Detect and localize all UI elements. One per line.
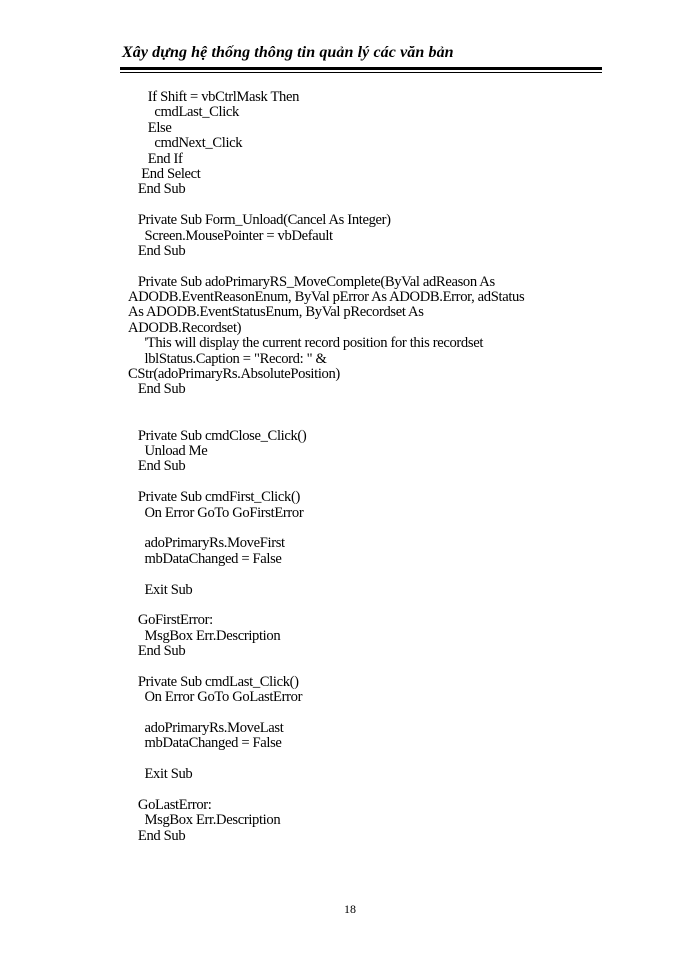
code-line: lblStatus.Caption = "Record: " & (128, 350, 327, 367)
header-rule-thick (120, 67, 602, 70)
code-line: Else (128, 119, 172, 136)
code-line: End Sub (128, 458, 186, 475)
code-line: Private Sub cmdLast_Click() (128, 673, 299, 690)
code-line: End Select (128, 165, 201, 182)
code-line: End If (128, 150, 183, 167)
code-line: ADODB.EventReasonEnum, ByVal pError As ADODB.Error, adStatus (128, 289, 525, 306)
code-line: mbDataChanged = False (128, 550, 282, 567)
code-line (128, 259, 598, 274)
code-line: ADODB.Recordset) (128, 319, 242, 336)
code-line: cmdLast_Click (128, 104, 240, 121)
code-line: adoPrimaryRs.MoveLast (128, 720, 284, 737)
code-line (128, 706, 598, 721)
code-line: End Sub (128, 381, 186, 398)
code-line: On Error GoTo GoFirstError (128, 504, 304, 521)
code-listing (128, 90, 598, 844)
code-line: GoFirstError: (128, 612, 213, 629)
code-line: CStr(adoPrimaryRs.AbsolutePosition) (128, 366, 340, 383)
code-line: Private Sub cmdFirst_Click() (128, 489, 300, 506)
code-line: Private Sub Form_Unload(Cancel As Integer) (128, 212, 391, 229)
page-header-title: Xây dựng hệ thống thông tin quản lý các văn bản (122, 44, 454, 61)
code-line: Private Sub adoPrimaryRS_MoveComplete(ByVal adReason As (128, 273, 495, 290)
code-line: Screen.MousePointer = vbDefault (128, 227, 333, 244)
code-line: Private Sub cmdClose_Click() (128, 427, 307, 444)
code-line: MsgBox Err.Description (128, 627, 281, 644)
code-line (128, 659, 598, 674)
code-line: 'This will display the current record position for this recordset (128, 335, 484, 352)
code-line (128, 567, 598, 582)
code-line: Unload Me (128, 442, 208, 459)
code-line: Exit Sub (128, 581, 193, 598)
code-line: End Sub (128, 181, 186, 198)
code-line: MsgBox Err.Description (128, 812, 281, 829)
code-line: As ADODB.EventStatusEnum, ByVal pRecordset As (128, 304, 424, 321)
page-number: 18 (344, 902, 356, 916)
code-line: End Sub (128, 827, 186, 844)
code-line: adoPrimaryRs.MoveFirst (128, 535, 285, 552)
code-line (128, 475, 598, 490)
code-line: End Sub (128, 643, 186, 660)
code-line (128, 598, 598, 613)
code-line: If Shift = vbCtrlMask Then (128, 89, 300, 105)
code-line (128, 752, 598, 767)
code-line: cmdNext_Click (128, 135, 243, 152)
code-line (128, 783, 598, 798)
code-line (128, 521, 598, 536)
code-line: End Sub (128, 242, 186, 259)
header-rule-thin (120, 72, 602, 73)
code-line (128, 413, 598, 428)
code-line: Exit Sub (128, 766, 193, 783)
code-line: GoLastError: (128, 796, 212, 813)
code-line: mbDataChanged = False (128, 735, 282, 752)
code-line (128, 198, 598, 213)
code-line: On Error GoTo GoLastError (128, 689, 303, 706)
code-line (128, 398, 598, 413)
